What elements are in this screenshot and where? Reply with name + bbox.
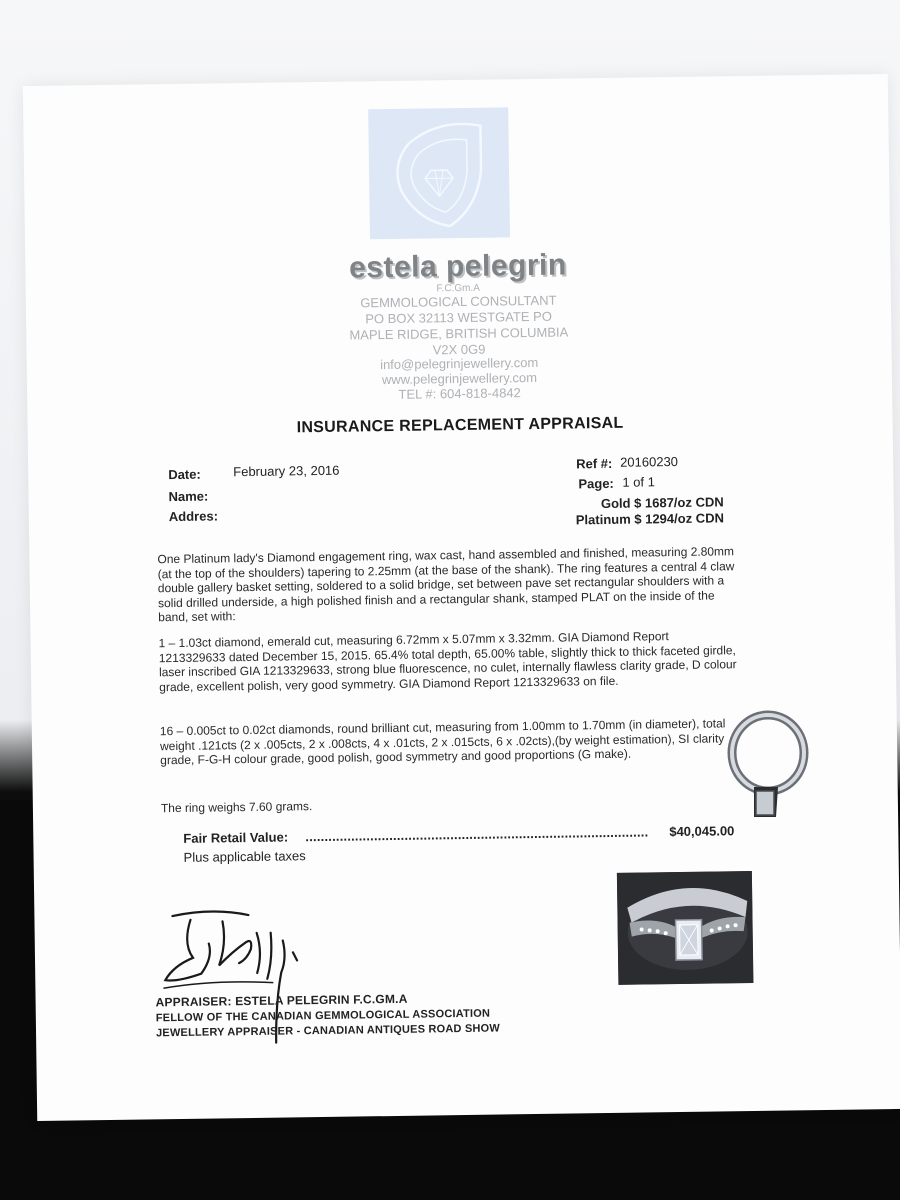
appraiser-name: APPRAISER: ESTELA PELEGRIN F.C.GM.A xyxy=(155,991,408,1010)
page-title: INSURANCE REPLACEMENT APPRAISAL xyxy=(296,414,624,437)
date-label: Date: xyxy=(168,466,201,483)
appraiser-fellowship: FELLOW OF THE CANADIAN GEMMOLOGICAL ASSOCIATION xyxy=(155,1007,491,1025)
platinum-price: Platinum $ 1294/oz CDN xyxy=(575,510,725,528)
page-label: Page: xyxy=(578,475,614,492)
ref-value: 20160230 xyxy=(620,453,679,470)
brand-name: estela pelegrin xyxy=(348,248,567,285)
center-diamond-description: 1 – 1.03ct diamond, emerald cut, measuring 6.72mm x 5.07mm x 3.32mm. GIA Diamond Report 1213329633 dated December 15, 2015. 65.4% total depth, 65.00% table, slightly thick to thick faceted girdle, laser inscribed GIA 1213329633, strong blue fluorescence, no culet, internally flawless clarity grade, D colour grade, excellent polish, very good symmetry. GIA Diamond Report 1213329633 on file. xyxy=(158,629,737,694)
appraisal-document xyxy=(23,74,900,1121)
city: MAPLE RIDGE, BRITISH COLUMBIA xyxy=(349,324,569,343)
address-label: Addres: xyxy=(168,508,219,525)
appraiser-role: JEWELLERY APPRAISER - CANADIAN ANTIQUES ROAD SHOW xyxy=(155,1022,501,1040)
appraiser-signature xyxy=(152,901,374,1064)
phone: TEL #: 604-818-4842 xyxy=(398,385,521,402)
date-value: February 23, 2016 xyxy=(233,462,340,480)
ring-weight: The ring weighs 7.60 grams. xyxy=(160,799,313,816)
name-label: Name: xyxy=(168,488,209,505)
leader-dots: .......................................................................................... xyxy=(305,824,649,845)
taxes-note: Plus applicable taxes xyxy=(183,848,306,865)
fair-retail-value-label: Fair Retail Value: xyxy=(183,829,289,846)
ref-label: Ref #: xyxy=(576,455,613,472)
credential: F.C.Gm.A xyxy=(436,282,480,295)
ring-photo xyxy=(617,871,754,985)
fair-retail-value: $40,045.00 xyxy=(669,823,735,840)
email: info@pelegrinjewellery.com xyxy=(380,354,539,373)
website: www.pelegrinjewellery.com xyxy=(381,369,538,388)
gold-price: Gold $ 1687/oz CDN xyxy=(600,494,724,512)
postal-code: V2X 0G9 xyxy=(432,341,486,358)
physical-ring-icon xyxy=(718,705,828,835)
po-box: PO BOX 32113 WESTGATE PO xyxy=(365,308,552,327)
ring-description: One Platinum lady's Diamond engagement ring, wax cast, hand assembled and finished, measuring 2.80mm (at the top of the shoulders) tapering to 2.25mm (at the base of the shank). The ring features a central 4 claw double gallery basket setting, soldered to a solid bridge, set between pave set rectangular shoulders with a solid drilled underside, a high polished finish and a rectangular shank, stamped PLAT on the inside of the band, set with: xyxy=(157,544,735,625)
role: GEMMOLOGICAL CONSULTANT xyxy=(360,292,557,311)
diamond-logo-icon xyxy=(368,107,510,239)
side-diamonds-description: 16 – 0.005ct to 0.02ct diamonds, round brilliant cut, measuring from 1.00mm to 1.70mm (in diameter), total weight .121cts (2 x .005cts, 2 x .008cts, 4 x .01cts, 2 x .015cts, 6 x .02cts),(by weight estimation), SI clarity grade, F-G-H colour grade, good polish, good symmetry and good proportions (G make). xyxy=(159,716,726,768)
page-value: 1 of 1 xyxy=(622,474,656,490)
